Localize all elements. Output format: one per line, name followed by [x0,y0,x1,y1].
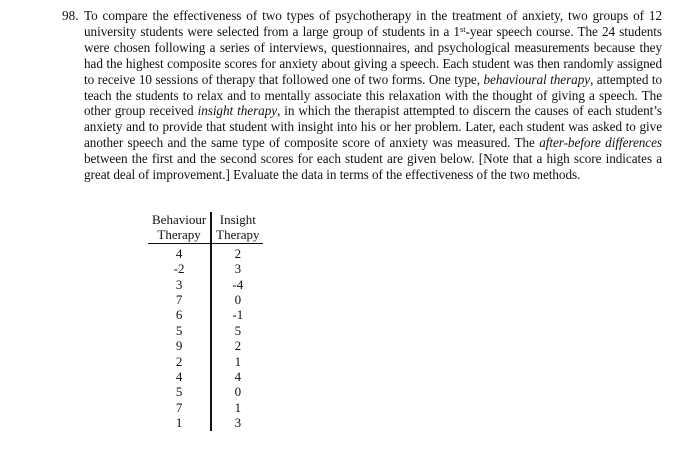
table-row [148,277,263,292]
behaviour-score: 5 [148,323,211,338]
table-row [148,400,263,415]
insight-score: 3 [234,261,242,277]
therapy-scores-table [148,212,263,431]
header-behaviour-line1: Behaviour [148,212,211,227]
behaviour-score: 7 [148,400,211,415]
behaviour-score: 4 [148,369,211,384]
insight-score: 2 [234,338,242,354]
problem-number: 98. [62,8,79,23]
statement-part-5: between the first and the second scores for each student are given below. [Note that a high score indicates a great deal of improvement.] Evaluate the data in terms of the effectiveness of the two methods. [84,151,662,183]
behaviour-score: 5 [148,384,211,399]
ordinal-superscript: st [459,23,466,34]
behaviour-score: 1 [148,415,211,430]
table-row [148,323,263,338]
table-header [148,212,263,243]
header-row-1 [148,212,263,227]
statement-part-1: To compare the effectiveness of two types of psychotherapy in the treatment of anxiety, two groups of 12 university students were selected from a large group of students in a 1 [84,8,662,39]
table-row [148,354,263,369]
insight-score: 0 [234,384,242,400]
insight-score: 4 [234,369,242,385]
behaviour-score: -2 [148,261,211,276]
header-row-2 [148,227,263,243]
term-insight-therapy: insight therapy [197,103,278,119]
behaviour-score: 6 [148,307,211,322]
behaviour-score: 9 [148,338,211,353]
term-behavioural-therapy: behavioural therapy [483,71,591,87]
table-row [148,307,263,322]
statement-part-2: -year speech course. The 24 students were chosen following a series of interviews, questionnaires, and psychological measurements because they had the highest composite scores for anxiety about giving a speech. Each student was then randomly assigned to receive 10 sessions of therapy that followed one of two forms. One type, [84,23,663,87]
statement-part-4: , in which the therapist attempted to discern the causes of each student’s anxiety and to provide that student with insight into his or her problem. Later, each student was asked to give another speech and the same type of composite score of anxiety was measured. The [84,103,662,151]
table-row [148,243,263,261]
insight-score: 1 [234,399,242,415]
table-row [148,369,263,384]
behaviour-score: 4 [148,243,211,261]
table-row [148,338,263,353]
table-row [148,261,263,276]
table-row [148,384,263,399]
insight-score: 2 [234,245,242,261]
insight-score: -4 [232,276,244,292]
statement-part-3: , attempted to teach the students to relax and to mentally associate this relaxation with the thought of giving a speech. The other group received [84,71,662,119]
header-insight-line2: Therapy [211,227,263,243]
header-insight-line1: Insight [219,212,256,227]
behaviour-score: 7 [148,292,211,307]
behaviour-score: 2 [148,354,211,369]
term-after-before-differences: after-before differences [539,135,662,151]
problem-98 [62,8,662,183]
header-behaviour-line2: Therapy [148,227,211,243]
insight-score: 5 [234,322,242,338]
behaviour-score: 3 [148,277,211,292]
insight-score: 0 [234,292,242,308]
table-row [148,415,263,430]
problem-statement [84,8,662,183]
insight-score: 1 [234,353,242,369]
insight-score: 3 [234,415,242,431]
table-body [148,243,263,430]
insight-score: -1 [232,307,244,323]
table-row [148,292,263,307]
